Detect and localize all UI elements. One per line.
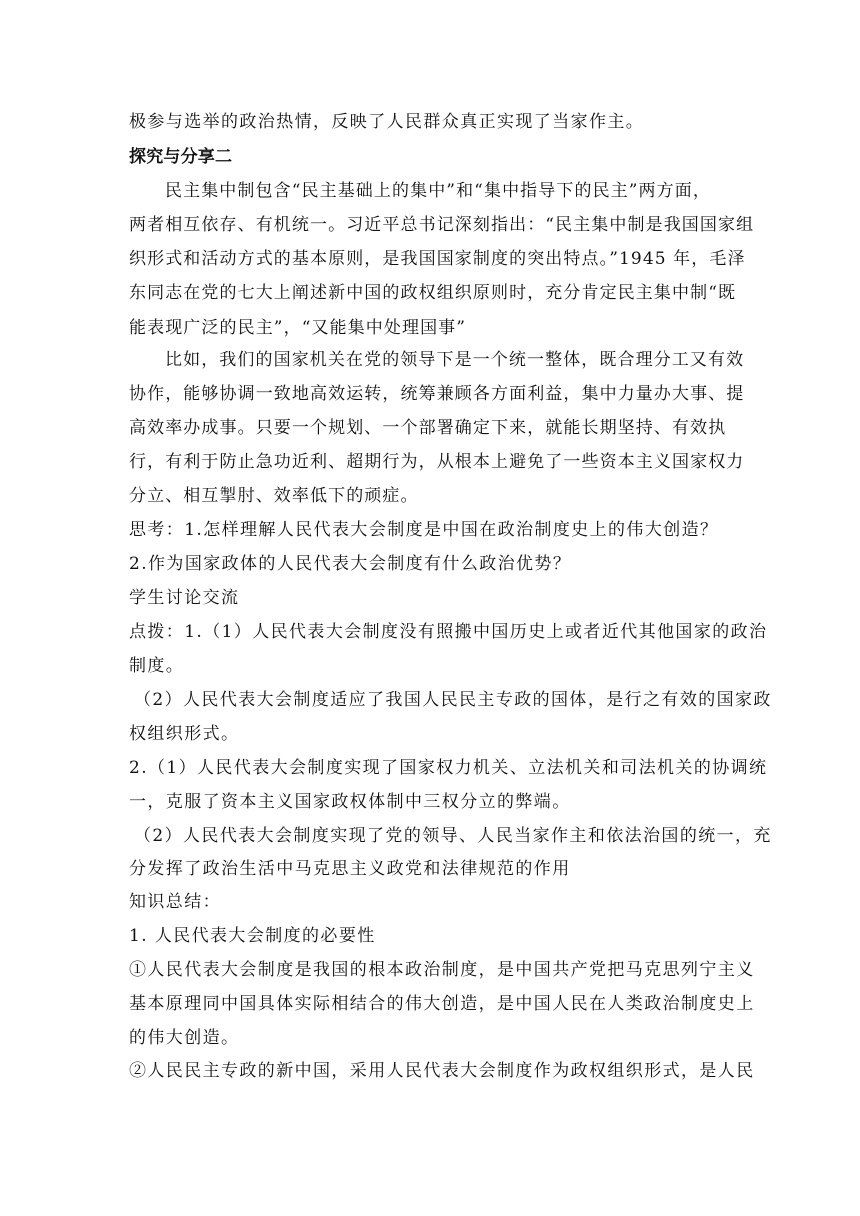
text-line: 高效率办成事。只要一个规划、一个部署确定下来，就能长期坚持、有效执 xyxy=(129,418,727,438)
text-line: 权组织形式。 xyxy=(129,724,240,744)
text-line: 分立、相互掣肘、效率低下的顽症。 xyxy=(129,486,419,506)
text-line: 民主集中制包含“民主基础上的集中”和“集中指导下的民主”两方面， xyxy=(165,181,711,201)
text-line: 东同志在党的七大上阐述新中国的政权组织原则时，充分肯定民主集中制“既 xyxy=(129,283,737,303)
text-line: ②人民民主专政的新中国，采用人民代表大会制度作为政权组织形式，是人民 xyxy=(129,1061,755,1081)
text-line: ①人民代表大会制度是我国的根本政治制度，是中国共产党把马克思列宁主义 xyxy=(129,960,755,980)
text-line: 2.（1）人民代表大会制度实现了国家权力机关、立法机关和司法机关的协调统 xyxy=(129,758,768,778)
question-1: 思考：1.怎样理解人民代表大会制度是中国在政治制度史上的伟大创造？ xyxy=(129,520,719,540)
text-line: （2）人民代表大会制度实现了党的领导、人民当家作主和依法治国的统一，充 xyxy=(134,826,772,846)
text-line: 比如，我们的国家机关在党的领导下是一个统一整体，既合理分工又有效 xyxy=(165,350,745,370)
text-line: 制度。 xyxy=(129,656,185,676)
text-line: （2）人民代表大会制度适应了我国人民民主专政的国体，是行之有效的国家政 xyxy=(134,690,772,710)
section-heading: 探究与分享二 xyxy=(129,147,233,167)
text-line: 1. 人民代表大会制度的必要性 xyxy=(129,926,376,946)
text-line: 一，克服了资本主义国家政权体制中三权分立的弊端。 xyxy=(129,792,571,812)
text-line: 极参与选举的政治热情，反映了人民群众真正实现了当家作主。 xyxy=(129,112,645,132)
text-line: 分发挥了政治生活中马克思主义政党和法律规范的作用 xyxy=(129,859,571,879)
text-line: 织形式和活动方式的基本原则，是我国国家制度的突出特点。”1945 年，毛泽 xyxy=(129,249,746,269)
text-line: 行，有利于防止急功近利、超期行为，从根本上避免了一些资本主义国家权力 xyxy=(129,452,745,472)
text-line: 基本原理同中国具体实际相结合的伟大创造，是中国人民在人类政治制度史上 xyxy=(129,994,755,1014)
text-line: 的伟大创造。 xyxy=(129,1028,240,1048)
question-2: 2.作为国家政体的人民代表大会制度有什么政治优势？ xyxy=(129,554,572,574)
discussion-label: 学生讨论交流 xyxy=(129,588,240,608)
text-line: 两者相互依存、有机统一。习近平总书记深刻指出：“民主集中制是我国国家组 xyxy=(129,215,755,235)
summary-heading: 知识总结： xyxy=(129,892,221,912)
text-line: 点拨：1.（1）人民代表大会制度没有照搬中国历史上或者近代其他国家的政治 xyxy=(129,622,768,642)
text-line: 能表现广泛的民主”，“又能集中处理国事” xyxy=(129,318,467,338)
text-line: 协作，能够协调一致地高效运转，统筹兼顾各方面利益，集中力量办大事、提 xyxy=(129,384,745,404)
